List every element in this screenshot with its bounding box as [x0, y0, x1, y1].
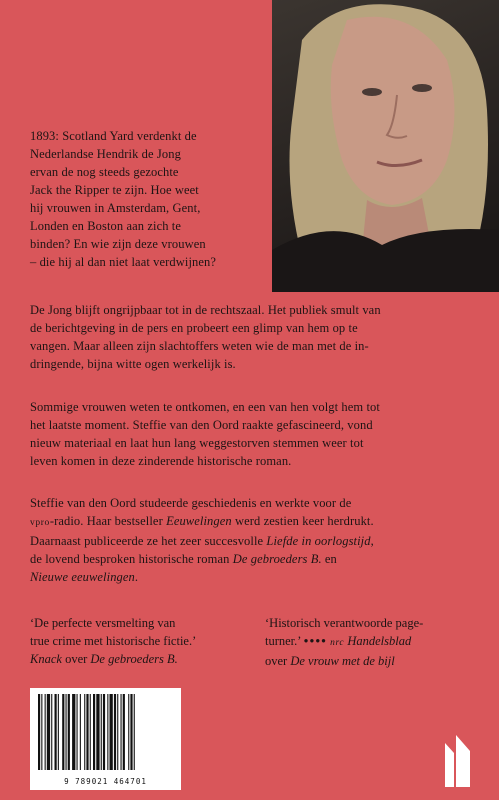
synopsis-paragraph-2: [30, 398, 475, 470]
intro-paragraph: [30, 127, 268, 271]
intro-line: binden? En wie zijn deze vrouwen: [30, 237, 206, 251]
bio-line: [30, 532, 480, 550]
quote-attribution: [265, 652, 480, 670]
publisher-logo-icon: [443, 733, 473, 789]
isbn-number: 9 789021 464701: [64, 777, 147, 786]
bio-line: [30, 550, 480, 568]
book-title: Nieuwe eeuwelingen: [30, 570, 135, 584]
intro-line: hij vrouwen in Amsterdam, Gent,: [30, 201, 201, 215]
book-title: Liefde in oorlogstijd: [266, 534, 371, 548]
bio-text: Daarnaast publiceerde ze het zeer succesvolle: [30, 534, 267, 548]
isbn-barcode: [30, 688, 181, 790]
quote-over: over: [61, 652, 91, 666]
synopsis-paragraph: [30, 301, 470, 373]
intro-line: Londen en Boston aan zich te: [30, 219, 182, 233]
quote-line: true crime met historische fictie.’: [30, 634, 197, 648]
intro-line: – die hij al dan niet laat verdwijnen?: [30, 255, 217, 269]
press-quote-knack: [30, 614, 240, 668]
book-title: De gebroeders B.: [232, 552, 322, 566]
bio-text: .: [134, 570, 139, 584]
press-quote-nrc: [265, 614, 480, 670]
newspaper-name: Handelsblad: [344, 634, 412, 648]
synopsis-line: nieuw materiaal en laat hun lang weggestorven stemmen weer tot: [30, 436, 364, 450]
intro-line: Nederlandse Hendrik de Jong: [30, 147, 181, 161]
synopsis-line: vangen. Maar alleen zijn slachtoffers weten wie de man met de in-: [30, 339, 369, 353]
synopsis-line: leven komen in deze zinderende historische roman.: [30, 454, 292, 468]
bio-line: Steffie van den Oord studeerde geschiedenis en werkte voor de: [30, 496, 352, 510]
synopsis-line: het laatste moment. Steffie van den Oord raakte gefascineerd, vond: [30, 418, 373, 432]
quote-line: [265, 632, 480, 652]
book-title: Eeuwelingen: [166, 514, 232, 528]
author-photo: [272, 0, 499, 292]
bio-text: werd zestien keer herdrukt.: [231, 514, 374, 528]
vpro-label: vpro: [30, 518, 50, 528]
bio-line: [30, 512, 480, 532]
rating-stars-icon: ●●●●: [303, 636, 327, 645]
quote-source: Knack: [30, 652, 62, 666]
quote-book-title: De gebroeders B.: [90, 652, 178, 666]
bio-text: -radio. Haar bestseller: [49, 514, 167, 528]
synopsis-line: de berichtgeving in de pers en probeert een glimp van hem op te: [30, 321, 358, 335]
bio-text: en: [321, 552, 337, 566]
author-portrait-illustration: [272, 0, 499, 292]
quote-attribution: [30, 650, 240, 668]
quote-over: over: [265, 654, 291, 668]
quote-line: ‘Historisch verantwoorde page-: [265, 616, 424, 630]
bio-line: [30, 568, 480, 586]
bio-text: ,: [370, 534, 374, 548]
bio-text: de lovend besproken historische roman: [30, 552, 233, 566]
intro-line: 1893: Scotland Yard verdenkt de: [30, 129, 197, 143]
quote-book-title: De vrouw met de bijl: [290, 654, 395, 668]
synopsis-line: dringende, bijna witte ogen werkelijk is.: [30, 357, 236, 371]
nrc-label: nrc: [330, 638, 345, 648]
intro-line: ervan de nog steeds gezochte: [30, 165, 179, 179]
synopsis-line: Sommige vrouwen weten te ontkomen, en een van hen volgt hem tot: [30, 400, 380, 414]
quote-text: turner.’: [265, 634, 304, 648]
synopsis-line: De Jong blijft ongrijpbaar tot in de rechtszaal. Het publiek smult van: [30, 303, 381, 317]
barcode-bars-icon: [36, 694, 175, 772]
author-bio: [30, 494, 480, 586]
quote-line: ‘De perfecte versmelting van: [30, 616, 176, 630]
intro-line: Jack the Ripper te zijn. Hoe weet: [30, 183, 199, 197]
